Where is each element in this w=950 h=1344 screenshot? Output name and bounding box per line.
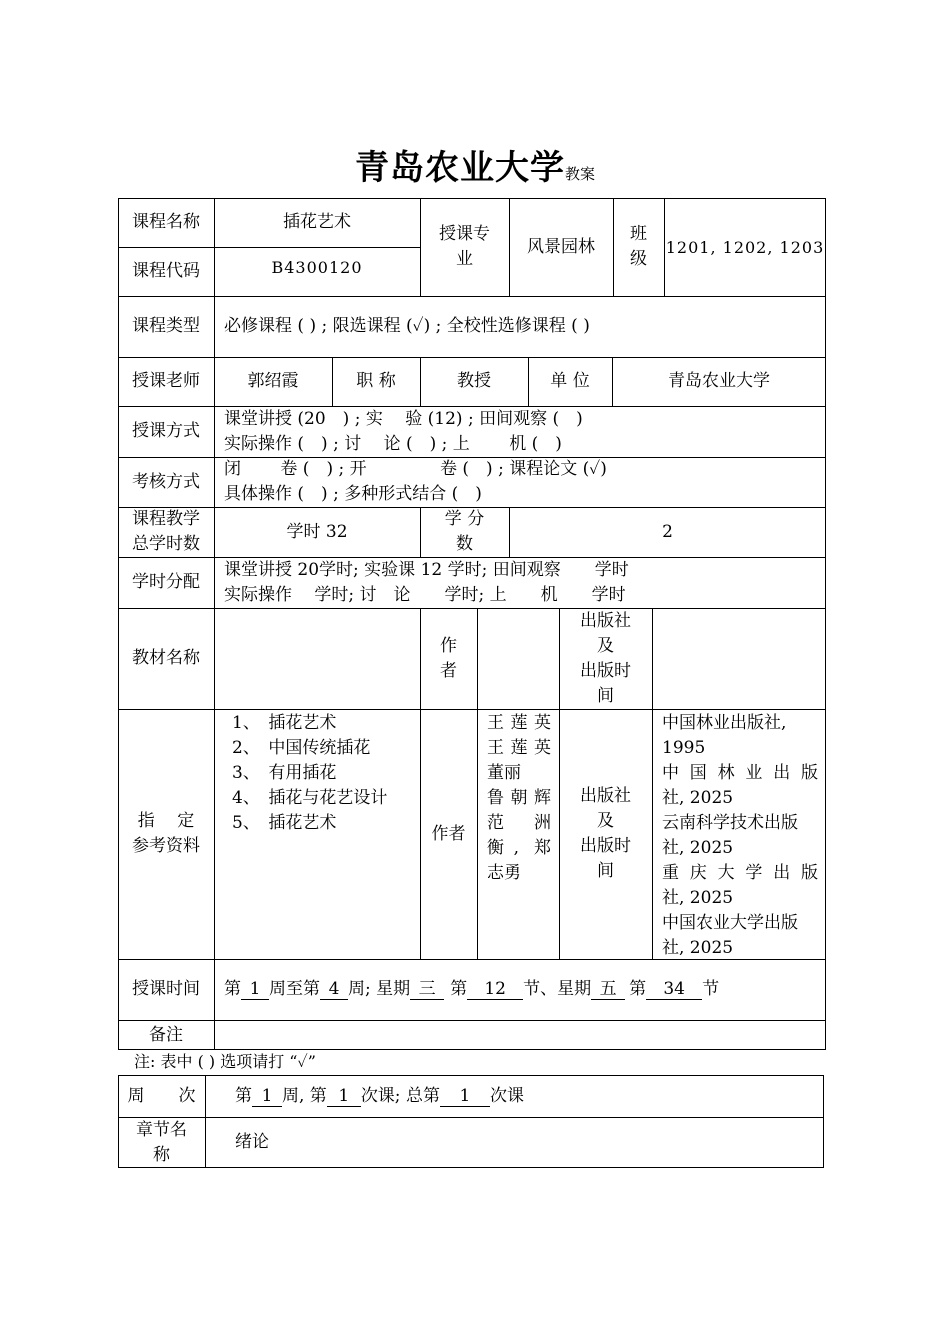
assessment-line1: 闭 卷 ( ) ; 开 卷 ( ) ; 课程论文 (✓)	[224, 459, 607, 479]
course-code-label: 课程代码	[132, 261, 200, 281]
week-start: 1	[241, 979, 269, 1000]
teacher-label: 授课老师	[132, 371, 200, 391]
textbook-author-label	[420, 608, 477, 709]
textbook-publisher-label-l4: 间	[597, 685, 614, 706]
reference-author: 王莲英	[487, 713, 551, 733]
textbook-publisher-label-l3: 出版时	[580, 660, 631, 681]
hour-distribution-line1: 课堂讲授 20学时; 实验课 12 学时; 田间观察 学时	[224, 559, 629, 580]
session-text: 周, 第	[282, 1085, 327, 1106]
total-hours-label-l2: 总学时数	[132, 534, 200, 554]
schedule-value	[214, 959, 826, 1020]
session-week: 1	[252, 1086, 282, 1107]
schedule-text: 第	[629, 979, 647, 999]
textbook-author-value	[477, 608, 559, 709]
credit-label	[420, 507, 509, 557]
references-label-l1: 指 定	[137, 811, 195, 831]
course-code-value: B4300120	[271, 257, 363, 277]
total-hours-value: 学时 32	[286, 521, 348, 542]
class-value: 1201, 1202, 1203	[665, 237, 825, 257]
references-label-l2: 参考资料	[132, 836, 200, 856]
reference-publisher: 社, 2025	[662, 938, 734, 958]
schedule-text: 节	[702, 979, 720, 999]
reference-publisher: 中 国 林 业 出 版	[662, 763, 818, 783]
hour-distribution-value	[214, 557, 826, 608]
credit-label-l1: 学 分	[444, 509, 485, 529]
major-value: 风景园林	[527, 236, 595, 257]
textbook-publisher-label-l2: 及	[597, 635, 614, 656]
reference-publisher: 云南科学技术出版	[662, 813, 798, 833]
session-text: 次课	[489, 1085, 524, 1106]
textbook-author-label-l1: 作	[440, 635, 457, 656]
credit-label-l2: 数	[456, 534, 473, 554]
reference-publishers	[652, 709, 826, 959]
session-lesson: 1	[327, 1086, 361, 1107]
textbook-name-value	[214, 608, 420, 709]
page-title	[0, 140, 950, 189]
chapter-label	[118, 1117, 205, 1168]
period-1: 12	[467, 979, 523, 1000]
week-label: 周 次	[127, 1085, 196, 1106]
schedule-text: 第	[450, 979, 468, 999]
title-label: 职 称	[356, 371, 396, 391]
teacher-title: 教授	[457, 371, 491, 391]
chapter-value: 绪论	[235, 1132, 269, 1152]
reference-book: 2、 中国传统插花	[232, 738, 371, 758]
teaching-method-label: 授课方式	[132, 421, 200, 441]
reference-author: 志勇	[487, 863, 521, 883]
references-publisher-label-l2: 及	[597, 811, 614, 831]
references-publisher-label	[559, 709, 652, 959]
textbook-publisher-value	[652, 608, 826, 709]
weekday-2: 五	[591, 979, 625, 1000]
class-label: 班级	[630, 224, 647, 269]
reference-publisher: 重 庆 大 学 出 版	[662, 863, 818, 883]
assessment-value	[214, 457, 826, 507]
reference-publisher: 社, 2025	[662, 838, 734, 858]
course-type-label: 课程类型	[132, 316, 200, 336]
teaching-method-value	[214, 406, 826, 457]
reference-author: 范 洲	[487, 813, 551, 833]
reference-publisher: 中国农业大学出版	[662, 913, 798, 933]
reference-book: 1、 插花艺术	[232, 713, 337, 733]
reference-publisher: 社, 2025	[662, 888, 734, 908]
reference-book: 4、 插花与花艺设计	[232, 788, 388, 808]
course-name-value: 插花艺术	[283, 212, 351, 232]
references-publisher-label-l3: 出版时	[580, 836, 631, 856]
reference-author: 董丽	[487, 763, 521, 783]
reference-books	[214, 709, 420, 959]
textbook-publisher-label	[559, 608, 652, 709]
credit-value: 2	[662, 521, 673, 542]
assessment-label: 考核方式	[132, 471, 200, 492]
weekday-1: 三	[410, 979, 444, 1000]
week-end: 4	[320, 979, 348, 1000]
schedule-text: 周; 星期	[348, 979, 411, 999]
reference-book: 5、 插花艺术	[232, 813, 337, 833]
major-label: 授课专业	[439, 224, 490, 269]
reference-author: 鲁朝辉	[487, 788, 551, 808]
remarks-value	[214, 1020, 826, 1050]
university-title: 青岛农业大学	[354, 148, 565, 188]
textbook-publisher-label-l1: 出版社	[580, 610, 631, 631]
chapter-label-l1: 章节名	[136, 1119, 187, 1140]
reference-publisher: 社, 2025	[662, 788, 734, 808]
references-label	[118, 709, 214, 959]
textbook-author-label-l2: 者	[440, 660, 457, 681]
references-publisher-label-l4: 间	[597, 861, 614, 881]
schedule-label: 授课时间	[132, 979, 200, 999]
reference-book: 3、 有用插花	[232, 763, 337, 783]
remarks-label: 备注	[149, 1024, 183, 1045]
total-hours-label-l1: 课程教学	[132, 509, 200, 529]
references-publisher-label-l1: 出版社	[580, 786, 631, 806]
session-total: 1	[440, 1086, 490, 1107]
course-name-label: 课程名称	[132, 212, 200, 232]
references-author-label: 作者	[431, 823, 466, 844]
teacher-unit: 青岛农业大学	[668, 371, 770, 391]
reference-publisher: 1995	[662, 738, 706, 758]
schedule-text: 节、星期	[523, 979, 592, 999]
schedule-text: 第	[224, 979, 241, 999]
assessment-line2: 具体操作 ( ) ; 多种形式结合 ( )	[224, 484, 482, 504]
reference-publisher: 中国林业出版社,	[662, 713, 787, 733]
reference-author: 衡, 郑	[487, 838, 551, 858]
schedule-text: 周至第	[269, 979, 320, 999]
session-week-value	[205, 1075, 824, 1117]
session-text: 第	[235, 1085, 252, 1106]
course-type-value: 必修课程 ( ) ; 限选课程 (✓) ; 全校性选修课程 ( )	[224, 316, 590, 336]
note: 注: 表中 ( ) 选项请打 “✓”	[134, 1052, 316, 1071]
hour-distribution-label: 学时分配	[132, 572, 200, 592]
teacher-name: 郭绍霞	[247, 371, 299, 391]
teaching-method-line2: 实际操作 ( ) ; 讨 论 ( ) ; 上 机 ( )	[224, 433, 562, 454]
reference-authors	[477, 709, 559, 959]
teaching-method-line1: 课堂讲授 (20 ) ; 实 验 (12) ; 田间观察 ( )	[224, 408, 583, 429]
textbook-label: 教材名称	[132, 648, 200, 668]
reference-author: 王莲英	[487, 738, 551, 758]
hour-distribution-line2: 实际操作 学时; 讨 论 学时; 上 机 学时	[224, 584, 626, 605]
total-hours-label	[118, 507, 214, 557]
period-2: 34	[646, 979, 702, 1000]
chapter-label-l2: 称	[153, 1144, 170, 1165]
document-subtitle: 教案	[564, 165, 595, 183]
unit-label: 单 位	[550, 371, 590, 391]
session-text: 次课; 总第	[360, 1085, 440, 1106]
